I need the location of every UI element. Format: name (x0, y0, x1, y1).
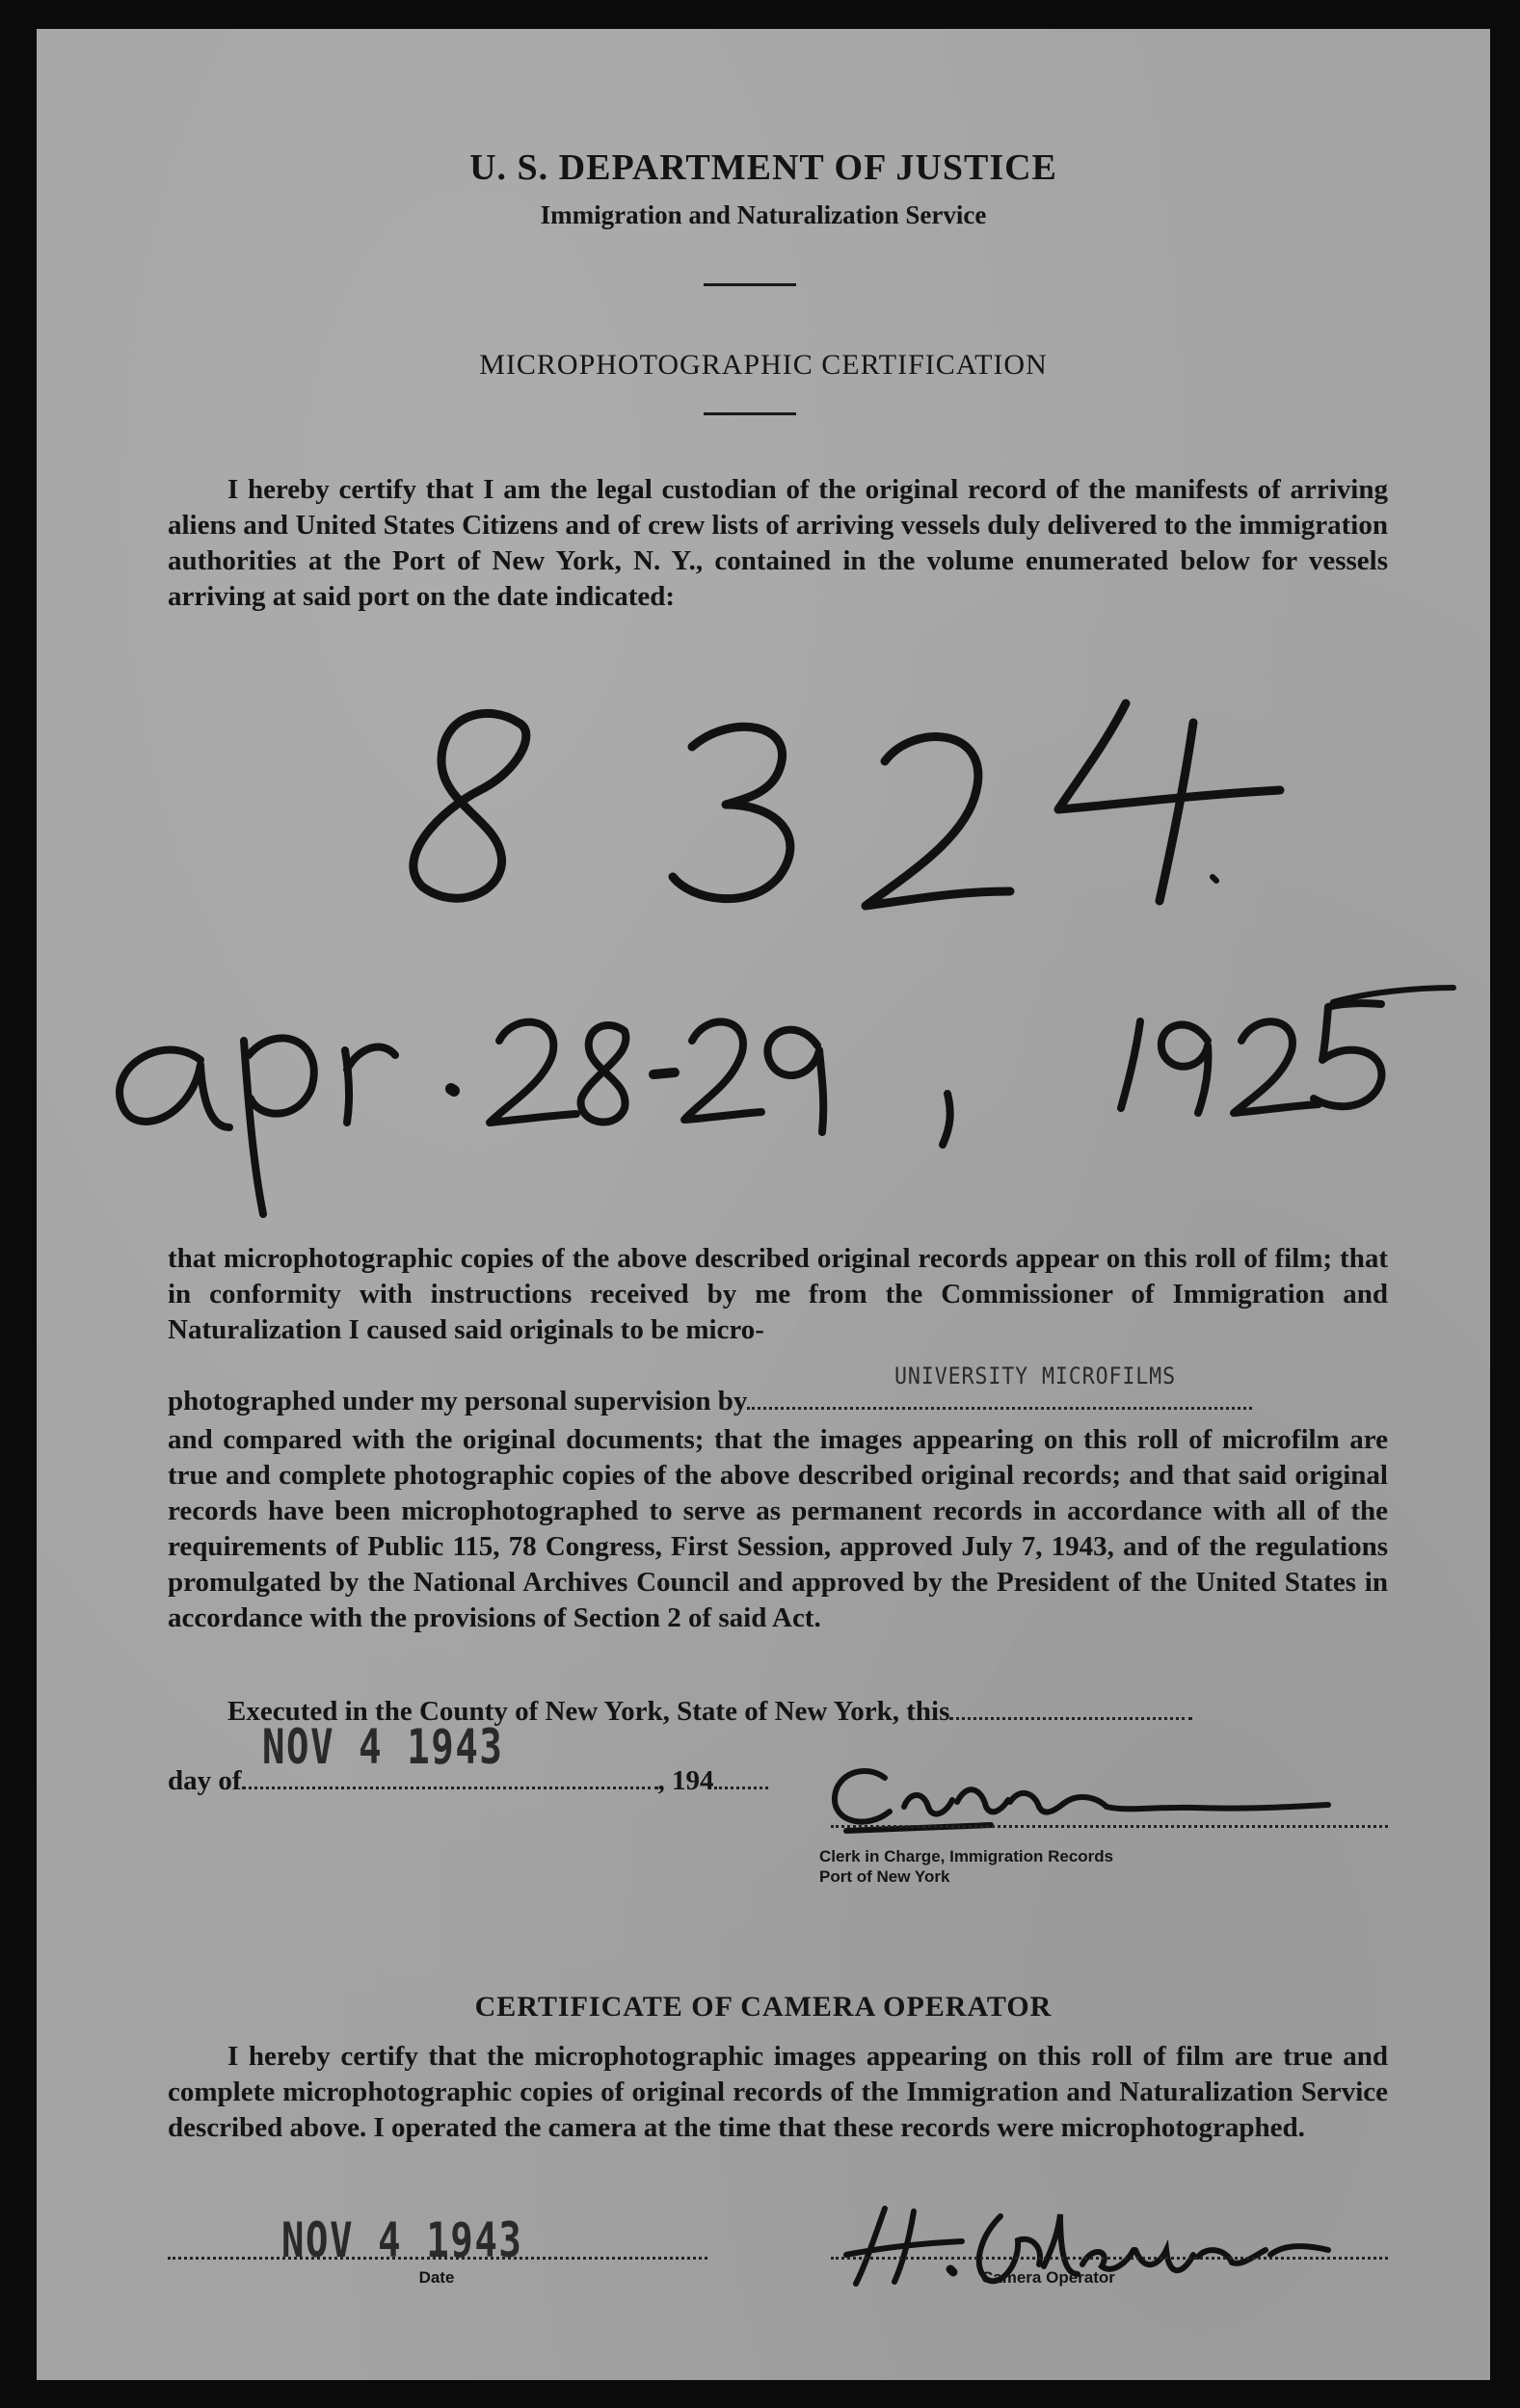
camera-certificate-title: CERTIFICATE OF CAMERA OPERATOR (474, 1991, 1053, 2023)
certificate-page (37, 29, 1490, 2380)
handwritten-volume-number (413, 703, 1280, 906)
body-paragraph-2: and compared with the original documents; that the images appearing on this roll of microfilm are true and complete photographic copies of the above described original records; and that said original records have been microphotographed to serve as permanent records in accordance with all of the requirements of Public 115, 78 Congress, First Session, approved July 7, 1943, and of the regulations promulgated by the National Archives Council and approved by the President of the United States in accordance with the provisions of Section 2 of said Act. (168, 1424, 1388, 1633)
clerk-label (819, 1846, 1113, 1887)
camera-date-stamp: NOV 4 1943 (281, 2212, 523, 2268)
handwriting-layer (37, 29, 1490, 2380)
executed-text: Executed in the County of New York, State of New York, this (227, 1696, 950, 1727)
fill-in-line (714, 1765, 768, 1789)
handwritten-dates (120, 988, 1453, 1214)
clerk-title: Clerk in Charge, Immigration Records (819, 1847, 1114, 1866)
service-subtitle: Immigration and Naturalization Service (540, 200, 987, 229)
department-title: U. S. DEPARTMENT OF JUSTICE (469, 147, 1057, 188)
signature-line (831, 1825, 1388, 1828)
clerk-signature (835, 1771, 1328, 1831)
day-of-label: day of (168, 1765, 242, 1796)
supervision-line (168, 1386, 1252, 1417)
date-label: Date (418, 2268, 455, 2287)
year-prefix: , 194 (657, 1765, 714, 1796)
camera-operator-label: Camera Operator (981, 2268, 1115, 2287)
certification-title: MICROPHOTOGRAPHIC CERTIFICATION (479, 349, 1048, 381)
divider (704, 412, 796, 415)
clerk-port: Port of New York (819, 1867, 950, 1886)
camera-certificate-text: I hereby certify that the microphotographic images appearing on this roll of film are true and complete microphotographic copies of original records of the Immigration and Naturalization Service described above. I operated the camera at the time that these records were microphotographed. (168, 2041, 1388, 2143)
fill-in-line (949, 1696, 1192, 1720)
intro-paragraph: I hereby certify that I am the legal custodian of the original record of the manifests of arriving aliens and United States Citizens and of crew lists of arriving vessels duly delivered to the immigration authorities at the Port of New York, N. Y., contained in the volume enumerated below for vessels arriving at said port on the date indicated: (168, 474, 1388, 612)
supervision-prefix: photographed under my personal supervision by (168, 1386, 748, 1416)
operator-signature-line (831, 2257, 1388, 2260)
execution-date-stamp: NOV 4 1943 (262, 1719, 504, 1775)
divider (704, 283, 796, 286)
body-paragraph-1: that microphotographic copies of the above described original records appear on this roll of film; that in conformity with instructions received by me from the Commissioner of Immigration and Naturalization I caused said originals to be micro- (168, 1243, 1388, 1345)
microfilm-company-stamp: UNIVERSITY MICROFILMS (894, 1363, 1176, 1389)
